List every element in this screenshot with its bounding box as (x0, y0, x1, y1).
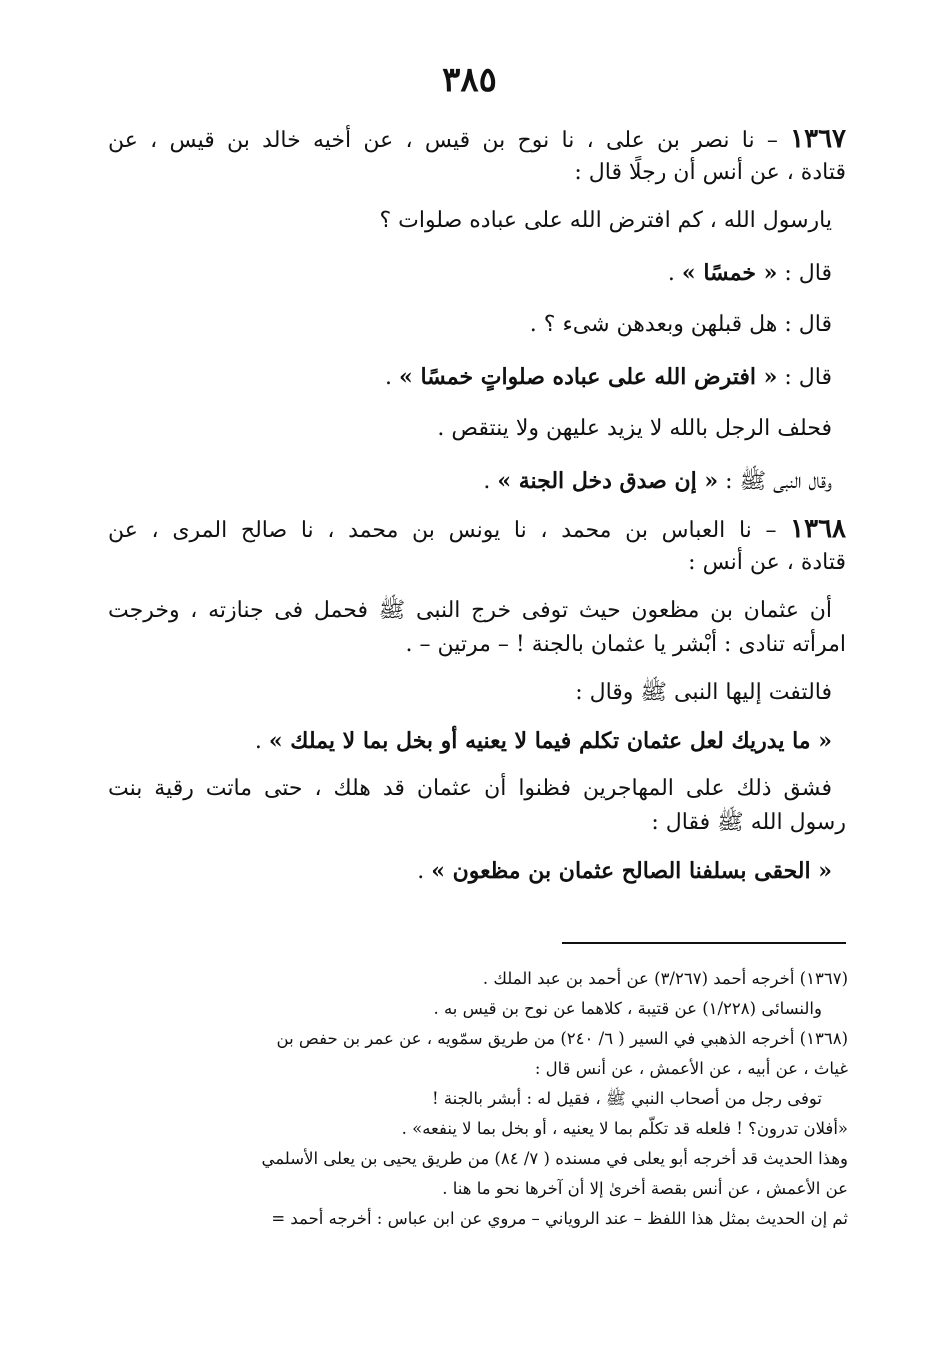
footnote-line: توفى رجل من أصحاب النبي ﷺ ، فقيل له : أبشر بالجنة ! (431, 1089, 822, 1108)
question-2: قال : هل قبلهن وبعدهن شىء ؟ . (529, 312, 832, 337)
hadith-1368-line-7: رسول الله ﷺ فقال : (651, 810, 846, 835)
prophet-quote: « إن صدق دخل الجنة » (497, 468, 719, 494)
hadith-number: ١٣٦٧ (790, 124, 846, 154)
answer-1-suffix: . (667, 261, 682, 286)
hadith-1368-quote-2 (108, 854, 846, 888)
footnote-line: غياث ، عن أبيه ، عن الأعمش ، عن أنس قال : (534, 1059, 848, 1078)
answer-1 (108, 256, 846, 290)
answer-2-suffix: . (385, 365, 400, 390)
footnote-line: «أفلان تدرون؟ ! فلعله قد تكلّم بما لا يعنيه ، أو بخل بما لا ينفعه» . (401, 1119, 848, 1138)
footnote-separator (562, 942, 846, 944)
quote-1-text: « ما يدريك لعل عثمان تكلم فيما لا يعنيه أو بخل بما لا يملك » (268, 728, 832, 754)
hadith-1368-line-1 (108, 512, 846, 546)
isnad-text: – نا العباس بن محمد ، نا يونس بن محمد ، نا صالح المرى ، عن (108, 518, 791, 543)
answer-1-prefix: قال : (777, 261, 832, 286)
footnote-line: ثم إن الحديث بمثل هذا اللفظ – عند الروياني – مروي عن ابن عباس : أخرجه أحمد = (271, 1209, 848, 1228)
hadith-number: ١٣٦٨ (790, 514, 846, 544)
hadith-1368-line-2: قتادة ، عن أنس : (688, 550, 846, 575)
hadith-1367-line-1 (108, 122, 846, 156)
hadith-1368-line-6: فشق ذلك على المهاجرين فظنوا أن عثمان قد هلك ، حتى ماتت رقية بنت (108, 776, 832, 801)
hadith-1368-line-3: أن عثمان بن مظعون حيث توفى خرج النبى ﷺ فحمل فى جنازته ، وخرجت (108, 598, 832, 623)
hadith-1368-line-4: امرأته تنادى : أبْشر يا عثمان بالجنة ! – مرتين – . (405, 632, 846, 657)
footnote-line: (١٣٦٧) أخرجه أحمد (٣/٢٦٧) عن أحمد بن عبد الملك . (482, 969, 848, 988)
main-text (108, 122, 846, 888)
footnote-line: (١٣٦٨) أخرجه الذهبي في السير ( ٦/ ٢٤٠) من طريق سمّويه ، عن عمر بن حفص بن (276, 1029, 848, 1048)
prophet-statement (108, 464, 846, 498)
answer-2-prefix: قال : (777, 365, 832, 390)
page-number: ٣٨٥ (442, 60, 497, 100)
quote-1-suffix: . (254, 729, 269, 754)
hadith-1368-line-5: فالتفت إليها النبى ﷺ وقال : (575, 680, 832, 705)
footnotes (106, 964, 848, 1234)
prophet-suffix: . (483, 469, 498, 494)
question-1: يارسول الله ، كم افترض الله على عباده صلوات ؟ (379, 208, 832, 233)
footnote-line: عن الأعمش ، عن أنس بقصة أخرىٰ إلا أن آخرها نحو ما هنا . (442, 1179, 848, 1198)
oath-line: فحلف الرجل بالله لا يزيد عليهن ولا ينتقص . (437, 416, 832, 441)
hadith-1368-quote-1 (108, 724, 846, 758)
answer-2 (108, 360, 846, 394)
answer-1-quote: « خمسًا » (681, 260, 778, 286)
footnote-line: وهذا الحديث قد أخرجه أبو يعلى في مسنده ( ٧/ ٨٤) من طريق يحيى بن يعلى الأسلمي (261, 1149, 848, 1168)
quote-2-text: « الحقى بسلفنا الصالح عثمان بن مظعون » (431, 858, 832, 884)
isnad-text: – نا نصر بن على ، نا نوح بن قيس ، عن أخيه خالد بن قيس ، عن (108, 128, 791, 153)
hadith-1367-line-2: قتادة ، عن أنس أن رجلًا قال : (574, 160, 846, 185)
prophet-prefix: وقال النبى ﷺ : (718, 469, 832, 494)
footnote-line: والنسائى (١/٢٢٨) عن قتيبة ، كلاهما عن نوح بن قيس به . (433, 999, 822, 1018)
answer-2-quote: « افترض الله على عباده صلواتٍ خمسًا » (399, 364, 778, 390)
quote-2-suffix: . (417, 859, 432, 884)
